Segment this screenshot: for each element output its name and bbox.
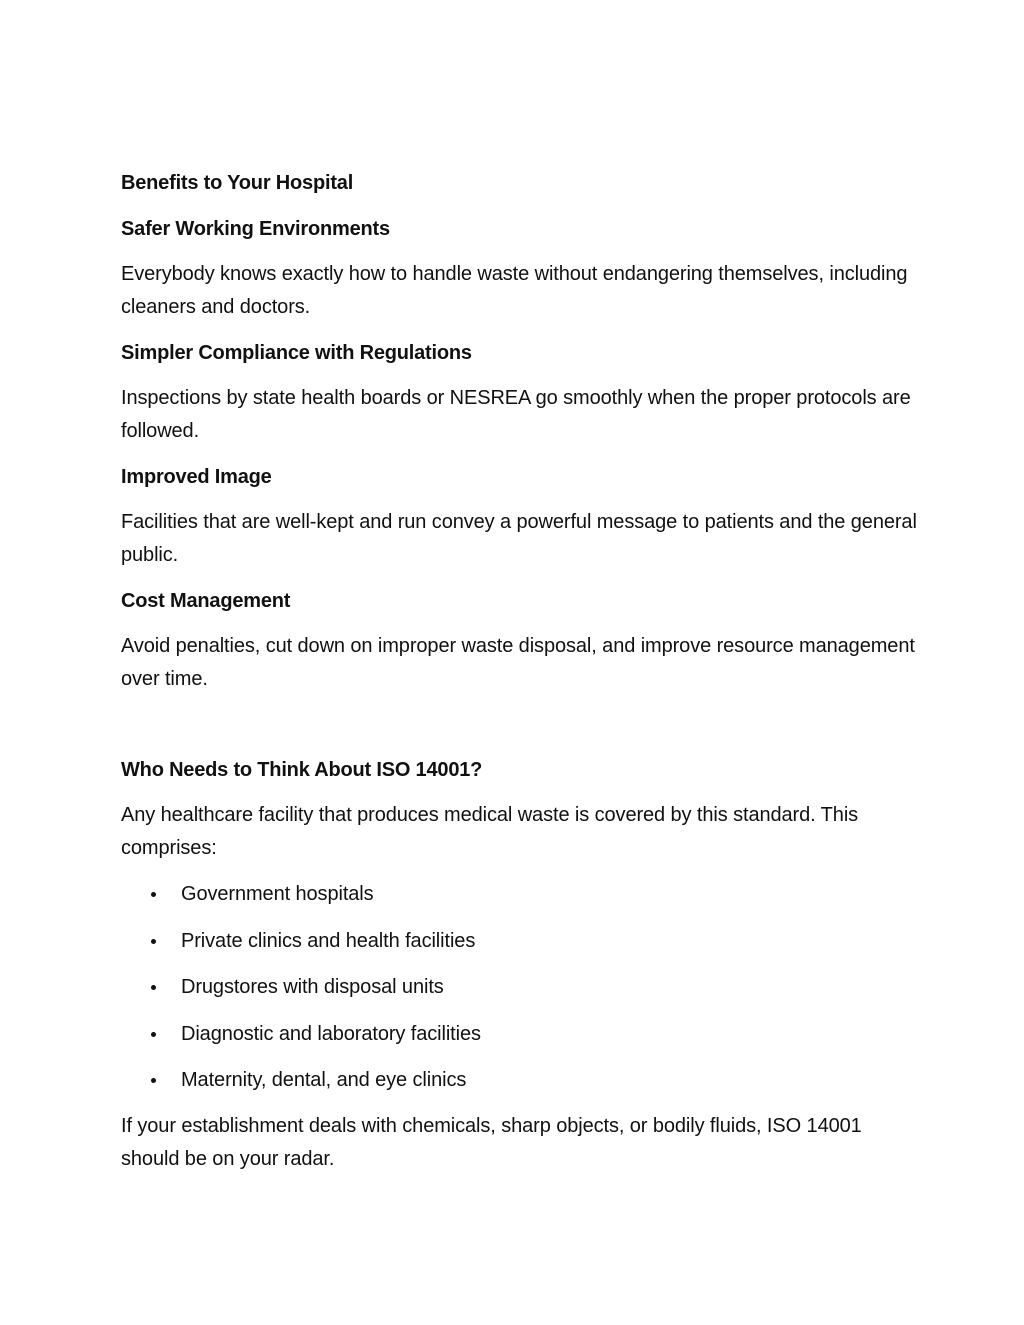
list-item-text: Government hospitals [181, 883, 374, 905]
safer-paragraph: Everybody knows exactly how to handle waste without endangering themselves, including cleaners and doctors. [121, 263, 908, 318]
benefits-heading: Benefits to Your Hospital [121, 172, 354, 194]
image-paragraph: Facilities that are well-kept and run convey a powerful message to patients and the general public. [121, 511, 917, 566]
list-item [121, 1017, 921, 1051]
compliance-heading: Simpler Compliance with Regulations [121, 342, 472, 364]
bullet-icon [151, 892, 156, 897]
bullet-icon [151, 985, 156, 990]
bullet-icon [151, 1032, 156, 1037]
who-heading: Who Needs to Think About ISO 14001? [121, 759, 483, 781]
image-heading: Improved Image [121, 466, 272, 488]
bullet-icon [151, 939, 156, 944]
cost-paragraph: Avoid penalties, cut down on improper waste disposal, and improve resource management over time. [121, 635, 915, 690]
list-item [121, 970, 921, 1004]
closing-paragraph: If your establishment deals with chemicals, sharp objects, or bodily fluids, ISO 14001 should be on your radar. [121, 1114, 862, 1170]
list-item-text: Drugstores with disposal units [181, 976, 444, 998]
document-page [121, 166, 921, 1188]
list-item [121, 1063, 921, 1097]
bullet-icon [151, 1078, 156, 1083]
list-item-text: Maternity, dental, and eye clinics [181, 1069, 467, 1091]
list-item [121, 924, 921, 958]
facility-list [121, 877, 921, 1097]
safer-heading: Safer Working Environments [121, 218, 390, 240]
list-item-text: Private clinics and health facilities [181, 929, 476, 952]
cost-heading: Cost Management [121, 590, 291, 612]
who-paragraph: Any healthcare facility that produces medical waste is covered by this standard. This comprises: [121, 804, 859, 859]
compliance-paragraph: Inspections by state health boards or NESREA go smoothly when the proper protocols are followed. [121, 387, 911, 442]
list-item-text: Diagnostic and laboratory facilities [181, 1022, 481, 1045]
section-spacer [121, 708, 921, 753]
list-item [121, 877, 921, 911]
